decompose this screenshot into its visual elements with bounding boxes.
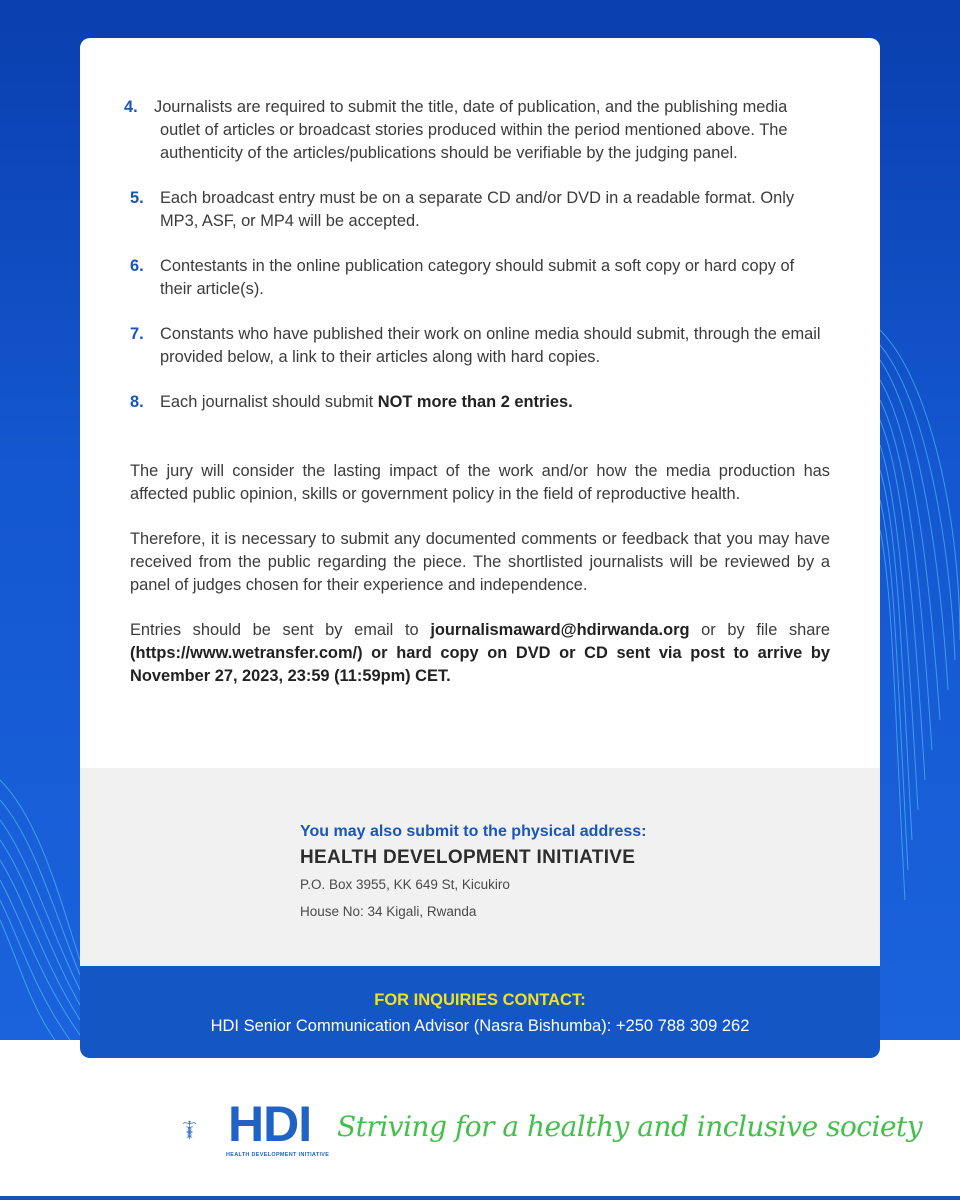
organization-name: HEALTH DEVELOPMENT INITIATIVE [300,847,636,868]
rule-text-bold: NOT more than 2 entries. [377,393,573,411]
inquiries-heading: FOR INQUIRIES CONTACT: [374,991,586,1009]
rule-number: 8. [130,393,144,411]
rule-item-5 [130,187,830,233]
bottom-border [0,1196,960,1200]
inquiries-banner [80,966,880,1058]
rule-number: 7. [130,325,144,343]
hdi-logo-subtitle: HEALTH DEVELOPMENT INITIATIVE [226,1152,330,1158]
entries-submission-details: (https://www.wetransfer.com/) or hard copy on DVD or CD sent via post to arrive by November 27, 2023, 23:59 (11:59pm) CET. [130,644,830,685]
feedback-paragraph: Therefore, it is necessary to submit any documented comments or feedback that you may have received from the public regarding the piece. The shortlisted journalists will be reviewed by a panel of judges chosen for their experience and independence. [130,530,830,594]
address-lead: You may also submit to the physical address: [300,823,647,840]
inquiries-contact-info: HDI Senior Communication Advisor (Nasra Bishumba): +250 788 309 262 [210,1017,750,1035]
rule-text: Each broadcast entry must be on a separate CD and/or DVD in a readable format. Only MP3, ASF, or MP4 will be accepted. [160,189,795,230]
rule-item-4 [124,96,830,165]
hdi-logo-text: HDI [228,1096,312,1152]
rules-content [124,96,830,710]
footer [0,1060,960,1200]
caduceus-icon [182,1100,228,1160]
entries-text: Entries should be sent by email to [130,621,431,639]
entries-text-middle: or by file share [689,621,830,639]
rule-item-6 [130,255,830,301]
rule-number: 4. [124,98,138,116]
physical-address [300,821,646,925]
rule-item-7 [130,323,830,369]
tagline: Striving for a healthy and inclusive society [337,1110,923,1143]
content-card [80,38,880,1058]
rule-text: Contestants in the online publication category should submit a soft copy or hard copy of their article(s). [160,257,795,298]
address-line-2: House No: 34 Kigali, Rwanda [300,904,477,919]
address-line-1: P.O. Box 3955, KK 649 St, Kicukiro [300,877,510,892]
address-section [80,768,880,966]
rule-text: Journalists are required to submit the title, date of publication, and the publishing media outlet of articles or broadcast stories produced within the period mentioned above. The authenticity of the articles/publications should be verifiable by the judging panel. [154,98,788,162]
entries-paragraph [130,619,830,688]
rule-number: 6. [130,257,144,275]
jury-paragraph: The jury will consider the lasting impact of the work and/or how the media production has affected public opinion, skills or government policy in the field of reproductive health. [130,462,830,503]
entries-email-link[interactable]: journalismaward@hdirwanda.org [430,621,690,639]
rule-number: 5. [130,189,144,207]
rule-text: Constants who have published their work on online media should submit, through the email provided below, a link to their articles along with hard copies. [160,325,821,366]
rule-text: Each journalist should submit [160,393,378,411]
rule-item-8 [130,391,830,414]
